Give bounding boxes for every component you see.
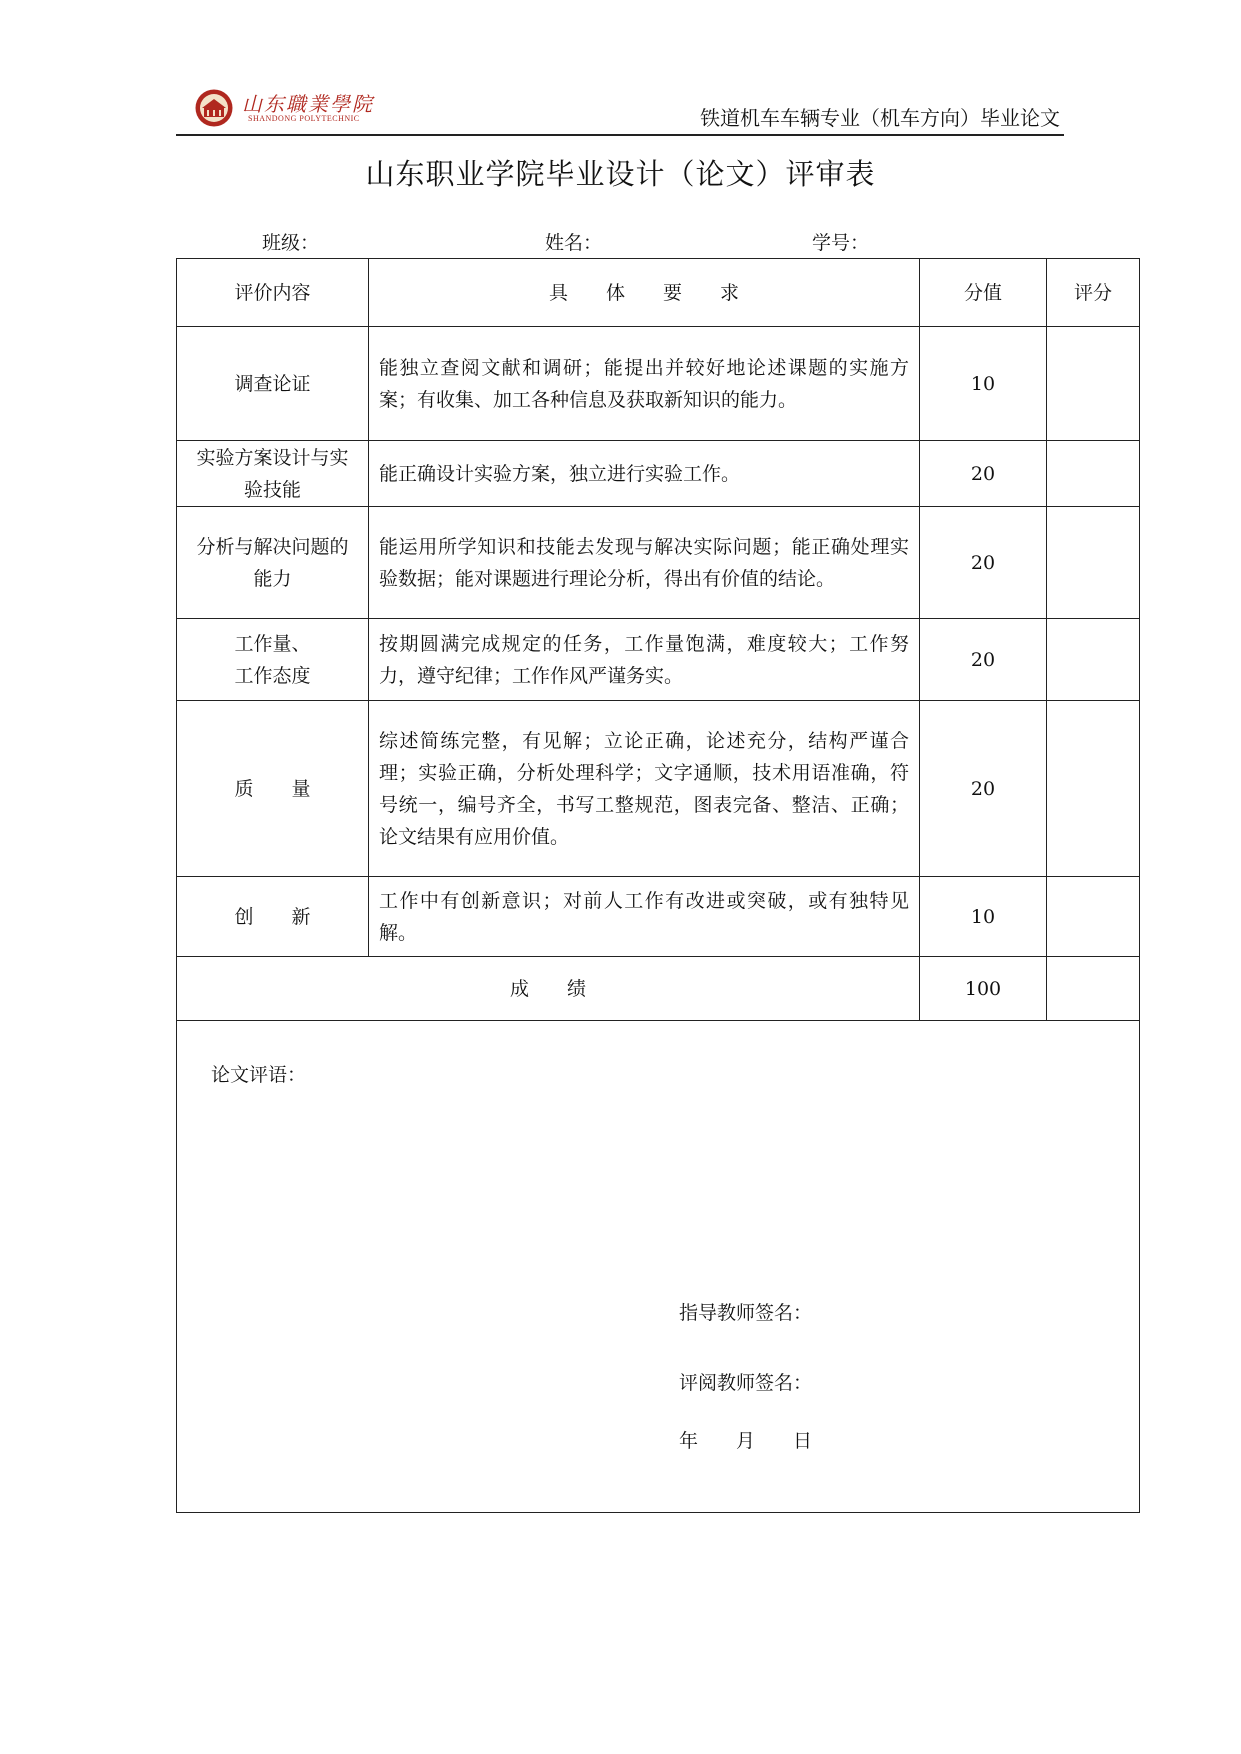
row-points: 20	[920, 441, 1047, 507]
total-row	[177, 957, 1140, 1021]
student-id-label: 学号：	[812, 232, 870, 254]
row-item: 分析与解决问题的能力	[177, 507, 369, 619]
row-points: 10	[920, 327, 1047, 441]
table-row	[177, 877, 1140, 957]
header-content: 评价内容	[177, 259, 369, 327]
table-row	[177, 619, 1140, 701]
date-label: 年 月 日	[679, 1430, 813, 1452]
row-points: 20	[920, 507, 1047, 619]
reviewer-signature-label: 评阅教师签名：	[679, 1372, 813, 1394]
row-item: 创 新	[177, 877, 369, 957]
table-row	[177, 327, 1140, 441]
document-title: 山东职业学院毕业设计（论文）评审表	[365, 157, 876, 191]
row-score-cell[interactable]	[1047, 701, 1140, 877]
row-points: 20	[920, 701, 1047, 877]
row-requirement: 能运用所学知识和技能去发现与解决实际问题；能正确处理实验数据；能对课题进行理论分析，得出有价值的结论。	[369, 507, 920, 619]
advisor-signature-label: 指导教师签名：	[679, 1302, 813, 1324]
logo-english-text: SHANDONG POLYTECHNIC	[248, 114, 360, 123]
row-item: 实验方案设计与实验技能	[177, 441, 369, 507]
row-requirement: 工作中有创新意识；对前人工作有改进或突破，或有独特见解。	[369, 877, 920, 957]
table-row	[177, 441, 1140, 507]
name-label: 姓名：	[545, 232, 603, 254]
school-logo	[194, 86, 394, 128]
class-label: 班级：	[262, 232, 320, 254]
header-requirements: 具 体 要 求	[369, 259, 920, 327]
row-item: 质 量	[177, 701, 369, 877]
running-header-title: 铁道机车车辆专业（机车方向）毕业论文	[700, 106, 1060, 130]
row-score-cell[interactable]	[1047, 327, 1140, 441]
table-row	[177, 701, 1140, 877]
row-item: 工作量、 工作态度	[177, 619, 369, 701]
comments-row	[177, 1021, 1140, 1513]
row-requirement: 综述简练完整，有见解；立论正确，论述充分，结构严谨合理；实验正确，分析处理科学；文字通顺，技术用语准确，符号统一，编号齐全，书写工整规范，图表完备、整洁、正确；论文结果有应用价值。	[369, 701, 920, 877]
row-points: 10	[920, 877, 1047, 957]
page-header	[176, 86, 1064, 136]
header-points: 分值	[920, 259, 1047, 327]
row-score-cell[interactable]	[1047, 507, 1140, 619]
comments-cell[interactable]	[177, 1021, 1140, 1513]
row-score-cell[interactable]	[1047, 619, 1140, 701]
table-row	[177, 507, 1140, 619]
total-label: 成 绩	[177, 957, 920, 1021]
row-points: 20	[920, 619, 1047, 701]
header-score: 评分	[1047, 259, 1140, 327]
row-requirement: 按期圆满完成规定的任务，工作量饱满，难度较大；工作努力，遵守纪律；工作作风严谨务实。	[369, 619, 920, 701]
school-seal-icon	[194, 88, 234, 128]
row-score-cell[interactable]	[1047, 441, 1140, 507]
comments-label: 论文评语：	[211, 1064, 307, 1086]
table-header-row	[177, 259, 1140, 327]
evaluation-table	[176, 258, 1140, 1513]
row-item: 调查论证	[177, 327, 369, 441]
total-score-cell[interactable]	[1047, 957, 1140, 1021]
logo-chinese-text: 山东職業學院	[242, 92, 374, 116]
row-score-cell[interactable]	[1047, 877, 1140, 957]
row-requirement: 能正确设计实验方案，独立进行实验工作。	[369, 441, 920, 507]
row-requirement: 能独立查阅文献和调研；能提出并较好地论述课题的实施方案；有收集、加工各种信息及获取新知识的能力。	[369, 327, 920, 441]
total-points: 100	[920, 957, 1047, 1021]
